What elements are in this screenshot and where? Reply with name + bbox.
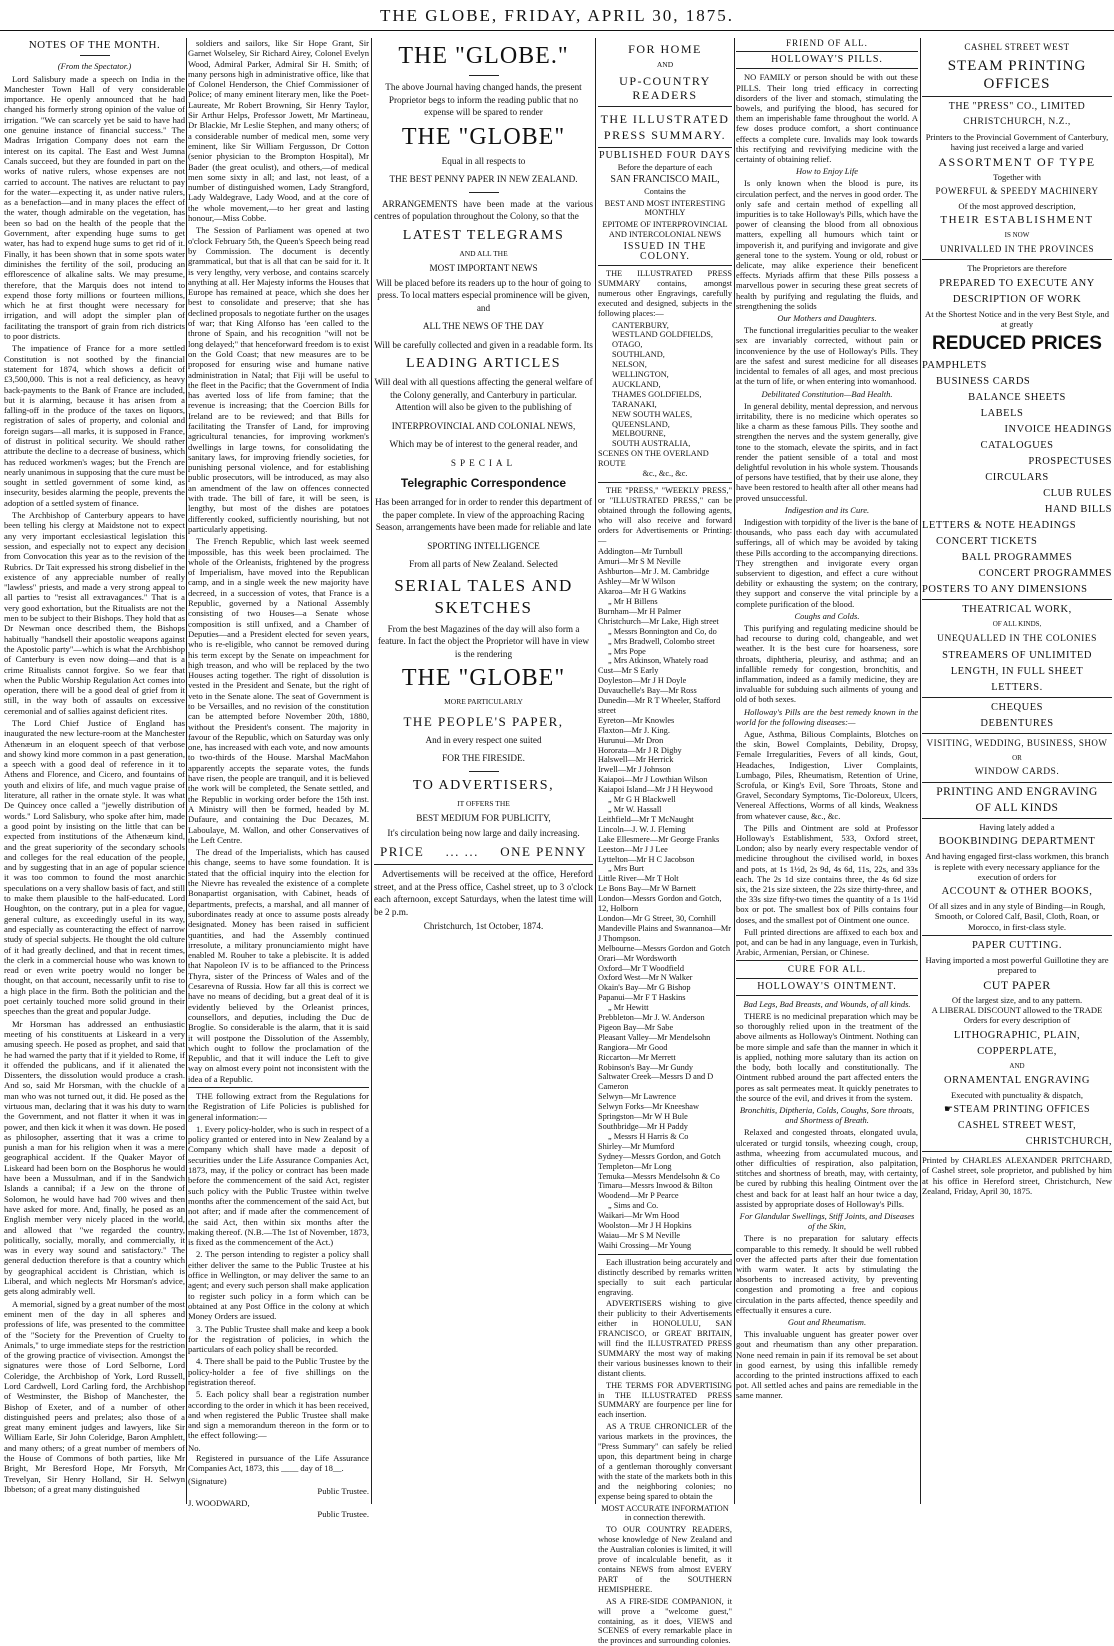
agent-entry: Waihi Crossing—Mr Young	[598, 1240, 692, 1250]
divider	[922, 935, 1112, 936]
agent-entry: Templeton—Mr Long	[598, 1161, 672, 1171]
column-divider	[186, 38, 187, 1504]
agent-entry: Oxford West—Mr N Walker	[598, 973, 693, 983]
advert-text: Each illustration being accurately and distinctly described by remarks written specially to suit each particular engraving.	[598, 1257, 732, 1297]
place-item: AUCKLAND,	[612, 379, 661, 389]
agent-entry: Burnham—Mr H Palmer	[598, 606, 681, 616]
article-paragraph: Lord Salisbury made a speech on India in the Manchester Town Hall of very considerable importance. He openly announced that he had changed his formerly strong opinion of the value of irrigation. "We can scarcely yet be said to have had one genuine instance of financial success." The Madras Irrigation Company does not earn the interest on its capital. The East and West Jumna Canals succeed, but they are founded in part on the works of native rulers, whose expenses are not carried to account. The natives are reluctant to pay for the water—expecting it, as under native rulers, as a benefaction—and in many places the effect of the water, though admirable on the vegetation, has been so bad on the health of the people that the Government, after expending huge sums to get water, has had to expend huge sums to get rid of it. Finally, it has been shown that in some spots water diminishes the fertility of the soil, producing an efflorescence of alkaline salts. We may presume, therefore, that the Marquis does not intend to expend those forty millions or fourteen millions, which he at first thought were necessary for irrigation, and will adopt the simpler plan of facilitating the transport of grain from rich districts to poor districts.	[4, 73, 185, 342]
advert-text: AS A TRUE CHRONICLER of the various markets in the provinces, the "Press Summary" can safely be relied upon, this department being in charge of a gentleman thoroughly conversant with the state of the markets both in this and the neighboring colonies; no expense being spared to obtain the	[598, 1422, 732, 1501]
agent-entry: „ Mrs Bradwell, Colombo street	[608, 636, 715, 646]
service-item: POSTERS TO ANY DIMENSIONS	[922, 584, 1088, 596]
globe-title: THE "GLOBE"	[401, 123, 566, 150]
advert-text: WINDOW CARDS.	[974, 766, 1060, 777]
divider	[598, 106, 732, 107]
service-item: CONCERT PROGRAMMES	[978, 568, 1112, 580]
advert-text: A LIBERAL DISCOUNT allowed to the TRADE	[931, 1004, 1103, 1015]
agent-entry: Timaru—Messrs Inwood & Bilton	[598, 1181, 713, 1191]
service-item: CIRCULARS	[985, 472, 1049, 484]
agent-entry: Ashburton—Mr J. M. Cambridge	[598, 567, 710, 577]
price-line	[374, 843, 593, 860]
advert-text: SPORTING INTELLIGENCE	[427, 540, 540, 551]
service-item: HAND BILLS	[1044, 504, 1112, 516]
column-divider	[734, 38, 735, 1504]
advert-text: OF ALL KINDS,	[992, 620, 1042, 629]
advert-heading: ACCOUNT & OTHER BOOKS,	[941, 886, 1093, 898]
advert-heading	[922, 1103, 1112, 1116]
agent-entry: London—Mr G Street, 30, Cornhill	[598, 913, 716, 923]
advert-text: MOST IMPORTANT NEWS	[429, 263, 538, 273]
agent-entry: „ Messrs Bonnington and Co, do	[608, 626, 717, 636]
agents-list	[598, 547, 732, 1250]
advert-text: CURE FOR ALL.	[787, 964, 867, 975]
place-item: QUEENSLAND,	[612, 419, 670, 429]
advert-heading: LEADING ARTICLES	[406, 356, 561, 371]
advert-text: THE "PRESS" CO., LIMITED	[948, 101, 1086, 112]
advert-text: LETTERS.	[991, 681, 1043, 693]
agent-entry: Christchurch—Mr Lake, High street	[598, 616, 719, 626]
advert-text: The Pills and Ointment are sold at Professor Holloway's Establishment, 533, Oxford street, London; also by nearly every respectable vendor of medicine throughout the civilised world, in boxes and pots, at 1s 1½d, 2s 9d, 4s 6d, 11s, 22s, and 33s each. The 2s 1d size contains three, the 4s 6d size six, the 21s size sixteen, the 22s size thirty-three, and the 33s size fifty-two times the quantity of a 1s 1½d box or pot. The smallest box of Pills contains four doses, and the smallest pot of Ointment one ounce.	[736, 822, 918, 925]
article-paragraph: The impatience of France for a more settled Constitution is not soothed by the financial statement for 1874, which shows a deficit of £3,500,000. This is not a real deficiency, as heavy back-payments to the Bank of France are included, but it is alarming, because it has arisen from a falling-off in the produce of the taxes on liquors, registration of sales of property, and colonial and foreign sugars—all marks, it is supposed in France, of distrust in political security. We should rather attribute the decline to a decrease of business, which has reduced workmen's wages; but the French are nearly unanimous in supposing that the cure must be sought in settled government of some kind, as insecurity, besides alarming the people, prevents the adoption of a settled system of finance.	[4, 343, 185, 508]
service-item: CONCERT TICKETS	[936, 536, 1038, 548]
service-item: BALL PROGRAMMES	[961, 552, 1073, 564]
agent-entry: „ Mr H Billens	[608, 596, 658, 606]
agent-entry: „ Messrs H Harris & Co	[608, 1131, 689, 1141]
agent-entry: Ashley—Mr W Wilson	[598, 577, 676, 587]
advert-text: The functional irregularities peculiar to the weaker sex are invariably corrected, without pain or inconvenience by the use of Holloway's Pills. They are the safest and surest medicine for all diseases incidental to females of all ages, and most precious at the turn of life, or when entering into womanhood.	[736, 325, 918, 387]
advert-text: ALL THE NEWS OF THE DAY	[422, 321, 545, 331]
column-divider	[595, 38, 596, 1504]
advert-text: Orders for every description of	[963, 1015, 1071, 1026]
advert-text: PUBLISHED FOUR DAYS	[599, 149, 731, 161]
trustee-intro: THE following extract from the Regulations for the Registration of Life Policies is published for general information:—	[188, 1090, 369, 1122]
agent-entry: „ Mrs Atkinson, Whately road	[608, 656, 709, 666]
service-item: CLUB RULES	[1043, 488, 1112, 500]
subheading: Gout and Rheumatism.	[787, 1316, 867, 1327]
price-dots: ... ...	[445, 844, 479, 859]
advert-text: Printers to the Provincial Government of Canterbury, having just received a large and varied	[925, 132, 1109, 153]
agent-entry: Amuri—Mr S M Neville	[598, 557, 681, 567]
advert-text: Having lately added a	[979, 821, 1055, 832]
divider	[922, 697, 1112, 698]
article-paragraph: The Lord Chief Justice of England has inaugurated the new lecture-room at the Manchester Athenæum in an eloquent speech of that verbose and showy kind more common in a past generation, a speech with a good deal of reference in it to Athens and Florence, and Cicero, and fountains of youth and elixirs of life, and much vague praise of literature, all rather in the ornate style. It was what De Quincey once called a "jewelly distribution of words." Lord Salisbury, who spoke after him, made a good point by insisting on the little that can be expected from institutions of the Athenæum kind, and the great superiority of the secondary schools and colleges for the real education of the people, and by suggesting that in an age of popular science it was too common to found the most anarchic speculations on a very shallow basis of fact, and still to make them plausible to the half-educated. Lord Houghton, on the contrary, put in a plea for vague, general culture, as exceedingly useful in its way, and especially as counteracting the effect of narrow study of special subjects. He thought the old culture of it had greatly declined, and that in recent times, the clerk in a commercial house who was known to read or even write poetry would no longer be thought, on that account, necessarily unfit to rise to a high place in the firm. Both the politician and the poet certainly touched more solid ground in their speeches than the great and popular Judge.	[4, 718, 185, 1017]
advert-text: MORE PARTICULARLY	[444, 697, 523, 706]
advert-heading: CUT PAPER	[983, 977, 1051, 992]
place-item: THAMES GOLDFIELDS,	[612, 389, 702, 399]
agent-entry: Southbridge—Mr H Paddy	[598, 1122, 688, 1131]
advert-text: And having engaged first-class workmen, this branch is replete with every necessary appliance for the execution of orders for	[925, 851, 1109, 882]
advert-text: LENGTH, IN FULL SHEET	[950, 665, 1084, 677]
advert-heading: TO ADVERTISERS,	[412, 777, 555, 793]
advert-text: The Proprietors are therefore	[967, 263, 1067, 274]
advert-heading: THE ILLUSTRATED PRESS SUMMARY.	[600, 111, 730, 142]
trustee-item: 3. The Public Trustee shall make and keep a book for the registration of policies, in which the particulars of each policy shall be recorded.	[188, 1323, 369, 1355]
column-notes-continued	[188, 38, 369, 1519]
agent-entry: Eyreton—Mr Knowles	[598, 715, 675, 725]
column-holloway	[736, 38, 918, 1504]
advert-heading: STEAM PRINTING OFFICES	[947, 58, 1087, 92]
agent-entry: Woolston—Mr J H Hopkins	[598, 1221, 692, 1231]
section-heading: NOTES OF THE MONTH.	[28, 39, 161, 51]
divider	[922, 733, 1112, 734]
advert-text: CHEQUES	[991, 701, 1043, 713]
agent-entry: London—Messrs Gordon and Gotch, 12, Holborn	[598, 894, 722, 914]
agent-entry: Kaiapoi Island—Mr J H Heywood	[598, 785, 713, 795]
advert-text: Of the most approved description,	[958, 200, 1076, 211]
advert-text: The above Journal having changed hands, the present Proprietor begs to inform the reading public that no expense will be spared to render	[385, 82, 582, 117]
advert-heading: ASSORTMENT OF TYPE	[938, 154, 1096, 169]
agent-entry: „ Mr Hewitt	[608, 1003, 649, 1013]
advert-text: UNRIVALLED IN THE PROVINCES	[940, 244, 1094, 255]
advert-text: Has been arranged for in order to render this department of the paper complete. In view of the approaching Racing Season, arrangements have been made for reliable and late	[375, 497, 592, 532]
agent-entry: Woodend—Mr P Pearce	[598, 1191, 679, 1201]
article-paragraph: soldiers and sailors, like Sir Hope Grant, Sir Garnet Wolseley, Sir Richard Airey, Colonel Evelyn Wood, Admiral Parker, Admiral Sir H. Smith; of many persons high in administrative office, like that of Colonel Henderson, the Chief Commissioner of Police; of many eminent literary men, like the Poet-Laureate, Mr Robert Browning, Sir Henry Taylor, Sir Arthur Helps, Professor Jowett, Mr Martineau, Dr Blackie, Mr Leslie Stephen, and many others; of a considerable number of medical men, some very eminent, like Sir William Fergusson, Dr Cotton (senior physician to the Brompton Hospital), Mr Bader (the great oculist), and others,—of medical men some sixty in all; and last, not least, of a number of distinguished women, Lady Strangford, Lady Waldegrave, Lady Wood, and at the core of the whole movement,—to her great and lasting honour,—Miss Cobbe.	[188, 38, 369, 224]
divider	[736, 978, 918, 979]
agent-entry: Halswell—Mr Herrick	[598, 755, 674, 765]
advert-text: STREAMERS OF UNLIMITED	[942, 649, 1092, 661]
advert-text: DESCRIPTION OF WORK	[952, 293, 1082, 305]
advert-text: &c., &c., &c.	[642, 469, 688, 479]
advert-text: VISITING, WEDDING, BUSINESS, SHOW	[926, 737, 1108, 748]
advert-text: Having imported a most powerful Guillotine they are prepared to	[925, 955, 1109, 976]
advert-text: EPITOME OF INTERPROVINCIAL AND INTERCOLONIAL NEWS	[602, 220, 728, 240]
advert-text: Is only known when the blood is pure, its circulation perfect, and the nerves in good order. The only safe and certain method of expelling all impurities is to take Holloway's Pills, which have the power of cleansing the blood from all obnoxious matters, expelling all humours which taint or impoverish it, and purifying and invigorate and give general tone to the system. Young or old, robust or delicate, may alike experience their beneficent effects. Myriads affirm that these Pills possess a marvellous power in securing these great secrets of health by purifying and regulating the fluids, and strengthening the solids	[736, 178, 918, 311]
subheading: Indigestion and its Cure.	[784, 504, 870, 515]
agent-entry: „ Mr W. Hassall	[608, 805, 662, 814]
advert-heading: COPPERPLATE,	[977, 1045, 1057, 1057]
divider	[736, 995, 918, 996]
agent-entry: Papanui—Mr F T Haskins	[598, 993, 686, 1003]
agent-entry: Rangiora—Mr Good	[598, 1042, 668, 1052]
agent-entry: Temuka—Messrs Mendelsohn & Co	[598, 1171, 720, 1181]
advert-text: Contains the	[644, 186, 686, 196]
service-item: CATALOGUES	[980, 440, 1054, 452]
agent-entry: Leithfield—Mr T McNaught	[598, 814, 694, 824]
advert-heading: UP-COUNTRY READERS	[619, 73, 711, 102]
article-paragraph: The French Republic, which last week seemed impossible, has this week been proclaimed. The whole of the Orleanists, frightened by the progress of Imperialism, have moved into the Republican camp, and in a single week the new majority have decreed, in a succession of votes, that France is a Republic, governed by a National Assembly consisting of two Houses—a Senate whose composition is still unfixed, and a Chamber of Deputies—and a President elected for seven years, who is re-eligible, who cannot be removed during his term except by the Senate on impeachment for high treason, and who will be replaced by the two Houses acting together. The right of dissolution is vested in the President and Senate, but the right of veto in the Senate alone. The seat of Government is to be Versailles, and no revision of the constitution can be attempted before November 20th, 1880, without the President's consent. The majority in favour of the Republic, which on Saturday was only one, has increased with each vote, and now amounts to two-thirds of the House. Marshal MacMahon apparently accepts the separate votes, the funds have risen, the people are tranquil, and it is believed the work will be completed, the Senate settled, and the Republic in working order before the 15th inst. A Ministry will then be formed, headed by M. Dufaure, and containing the Duc Decazes, M. Laboulaye, M. Wallon, and other Conservatives of the Left Centre.	[188, 536, 369, 845]
agent-entry: Selwyn—Mr Lawrence	[598, 1092, 677, 1102]
agent-entry: Orari—Mr Wordsworth	[598, 953, 677, 963]
service-item: BALANCE SHEETS	[968, 392, 1066, 404]
signatory-name: J. WOODWARD,	[188, 1498, 250, 1509]
printer-imprint: Printed by CHARLES ALEXANDER PRITCHARD, of Cashel street, sole proprietor, and published by him at his office in Hereford street, Christchurch, New Zealand, Friday, April 30, 1875.	[922, 1155, 1112, 1197]
advert-text: NO FAMILY or person should be with out these PILLS. Their long tried efficacy in correcting disorders of the liver and stomach, stimulating the bowels, and purifying the blood, has secured for them an imperishable fame throughout the world. A few doses produce comfort, a short continuance effects a complete cure. Invalids may look towards this rectifying and revivifying medicine with the certainty of obtaining relief.	[736, 72, 918, 165]
advert-heading: FOR HOME	[628, 42, 702, 56]
place-item: TARANAKI,	[612, 399, 657, 409]
trustee-item: 5. Each policy shall bear a registration number according to the order in which it has been received, and when registered the Public Trustee shall make and sign a memorandum thereon in the form or to the effect following:—	[188, 1389, 369, 1441]
subheading: Coughs and Colds.	[794, 610, 860, 621]
divider	[188, 1087, 369, 1088]
column-divider	[371, 38, 372, 1504]
advert-text: Will be placed before its readers up to the hour of going to press. To local matters especial prominence will be given, and	[376, 277, 591, 313]
advert-text: And in every respect one suited	[425, 734, 542, 745]
advert-text: CASHEL STREET WEST	[964, 42, 1070, 52]
advert-text: IT OFFERS THE	[457, 798, 510, 808]
agent-entry: Lyttelton—Mr H C Jacobson	[598, 854, 695, 864]
column-divider	[920, 38, 921, 1504]
agent-entry: Okain's Bay—Mr G Bishop	[598, 983, 691, 993]
subheading: How to Enjoy Life	[795, 166, 859, 177]
subheading: For Glandular Swellings, Stiff Joints, and Diseases of the Skin,	[739, 1210, 915, 1232]
steam-printing-offices-label: STEAM PRINTING OFFICES	[953, 1104, 1091, 1116]
advert-text: SPECIAL	[450, 457, 517, 468]
place-item: NEW SOUTH WALES,	[612, 409, 693, 419]
advert-text: TO OUR COUNTRY READERS, whose knowledge of New Zealand and the Australian colonies is limited, it will prove of incalculable benefit, as it contains NEWS from almost EVERY PART of the SOUTHERN HEMISPHERE.	[598, 1525, 732, 1594]
advert-heading: ORNAMENTAL ENGRAVING	[944, 1074, 1090, 1086]
divider	[922, 96, 1112, 97]
advert-text: It's circulation being now large and daily increasing.	[387, 827, 580, 838]
advert-text: AND ALL THE	[459, 248, 508, 258]
agent-entry: Pigeon Bay—Mr Sabe	[598, 1022, 674, 1032]
place-item: WELLINGTON,	[612, 370, 669, 380]
divider	[598, 147, 732, 148]
advert-text: Of all sizes and in any style of Binding—in Rough, Smooth, or Colored Calf, Basil, Cloth, Roan, or Morocco, in first-class style.	[928, 901, 1106, 932]
advert-text: Indigestion with torpidity of the liver is the bane of thousands, who pass each day with accumulated sufferings, all of which may be avoided by taking these Pills according to the accompanying directions. They strengthen and invigorate every organ subservient to digestion, and effect a cure without debility or exhausting the system; on the contrary, they support and conserve the vital principle by a complete purification of the blood.	[736, 516, 918, 609]
divider	[736, 960, 918, 961]
service-item: BUSINESS CARDS	[936, 376, 1031, 388]
article-paragraph: A memorial, signed by a great number of the most eminent men of the day in all spheres and professions of life, was presented to the committee of the "Society for the Prevention of Cruelty to Animals," to urge immediate steps for the restriction of the growing practice of vivisection. Amongst the signatures were those of Lord Selborne, Lord Coleridge, the Archbishop of York, Lord Russell, Lord Cardwell, Lord Carling ford, the Archbishop of Westminster, the Bishop of Manchester, the Bishop of Exeter, and of a number of other distinguished peers and prelates; also those of a great many eminent judges and lawyers, like Sir William Earle, Sir John Coleridge, Baron Amphlett, and many others; of a great number of members of the House of Commons of both parties, like Mr Bright, Mr Beresford Hope, Mr Forsyth, Mr Trevelyan, Sir Henry Holland, Sir H. Selwyn Ibbetson; of a great many distinguished	[4, 1298, 185, 1494]
agent-entry: Hurunui—Mr Dron	[598, 735, 664, 745]
divider	[374, 864, 593, 865]
divider	[922, 599, 1112, 600]
advert-text: AS A FIRE-SIDE COMPANION, it will prove a "welcome guest," containing, as it does, VIEWS and SCENES of every remarkable place in the provinces and surrounding colonies.	[598, 1596, 732, 1646]
advert-heading: Telegraphic Correspondence	[400, 476, 567, 490]
article-paragraph: The dread of the Imperialists, which has caused this change, seems to have some foundation. It is stated that the official inquiry into the election for the Nievre has revealed the existence of a complete Bonapartist organisation, with Cabinet, heads of departments, prefects, a marshal, and all manner of subordinates ready at once to assume posts already designated. Money has been raised in sufficient quantities, and had the Assembly continued irresolute, a military pronunciamiento might have enabled M. Rouher to take a plebiscite. It is added that Napoleon IV is to be affianced to the Princess Thyra, sister of the Princess of Wales and of the Cesarevna of Russia. How far all this is correct we have no means of deciding, but a great deal of it is evidently believed by the Orleanist princes, counsellors, and deputies, including the Duc de Broglie. So considerable is the alarm, that it is said it will postpone the Dissolution of the Assembly, which ought to follow the proclamation of the Republic, and that it will induce the Left to give way on almost every point not inconsistent with the idea of a Republic.	[188, 847, 369, 1084]
advert-text: THERE is no medicinal preparation which may be so thoroughly relied upon in the treatment of the above ailments as Holloway's Ointment. Nothing can be more simple and safe than the manner in which it is applied, nothing more salutary than its action on the body, both locally and constitutionally. The Ointment rubbed around the part affected enters the pores as salt permeates meat. It quickly penetrates to the source of the evil, and drives it from the system.	[736, 1011, 918, 1103]
service-item: LETTERS & NOTE HEADINGS	[922, 520, 1077, 532]
subheading: Debilitated Constitution—Bad Health.	[761, 388, 893, 399]
place-item: SOUTHLAND,	[612, 350, 665, 360]
agent-entry: Little River—Mr T Holt	[598, 874, 679, 884]
advert-text: OR	[1012, 753, 1022, 762]
place-item: WESTLAND GOLDFIELDS,	[612, 330, 713, 340]
price-value: ONE PENNY	[500, 844, 587, 859]
advert-text: Before the departure of each	[617, 162, 713, 172]
advert-heading: CASHEL STREET WEST,	[957, 1120, 1077, 1132]
agent-entry: Flaxton—Mr J. King.	[598, 725, 670, 735]
column-globe-advert	[374, 38, 593, 1504]
divider	[598, 265, 732, 266]
advert-text: ADVERTISERS wishing to give their publicity to their Advertisements either in HONOLULU, SAN FRANCISCO, or GREAT BRITAIN, will find the ILLUSTRATED PRESS SUMMARY the most way of making their various businesses known to their distant clients.	[598, 1299, 732, 1378]
advert-text: FRIEND OF ALL.	[786, 38, 868, 48]
form-text: Registered in pursuance of the Life Assurance Companies Act, 1873, this ____ day of 18__.	[188, 1453, 369, 1474]
advert-heading: LATEST TELEGRAMS	[402, 227, 565, 243]
agent-entry: „ Mrs Pope	[608, 646, 646, 656]
price-label: PRICE	[380, 844, 425, 859]
form-title: Public Trustee.	[317, 1485, 369, 1496]
column-press-summary	[598, 38, 732, 1646]
agent-entry: „ Mrs Burt	[608, 864, 644, 874]
agent-entry: Robinson's Bay—Mr Gundy	[598, 1062, 694, 1072]
advert-text: Together with	[993, 171, 1041, 182]
divider	[922, 782, 1112, 783]
advert-text: There is no preparation for salutary effects comparable to this remedy. It should be well rubbed over the affected parts after their due fomentation with warm water. It acts by stimulating the absorbents to increased activity, by preventing congestion and promoting a free and copious circulation in the parts affected, thence speedily and effectually it ensures a cure.	[736, 1233, 918, 1315]
advert-text: THE TERMS FOR ADVERTISING in THE ILLUSTRATED PRESS SUMMARY are fourpence per line for each insertion.	[598, 1380, 732, 1420]
subheading: Our Mothers and Daughters.	[777, 313, 877, 324]
agent-entry: Waiau—Mr S M Neville	[598, 1230, 681, 1240]
advert-text: At the Shortest Notice and in the very Best Style, and at greatly	[924, 308, 1109, 330]
advert-text: UNEQUALLED IN THE COLONIES	[937, 633, 1097, 644]
advert-text: THE "PRESS," "WEEKLY PRESS," or "ILLUSTRATED PRESS," can be obtained through the following agents, who will also receive and forward orders for Advertisements or Printing:—	[598, 486, 732, 545]
agent-entry: Melbourne—Messrs Gordon and Gotch	[598, 943, 731, 953]
agent-entry: Leeston—Mr J J Lee	[598, 844, 668, 854]
divider	[736, 51, 918, 52]
place-item: SOUTH AUSTRALIA,	[612, 439, 691, 449]
globe-title: THE "GLOBE"	[401, 665, 566, 691]
agent-entry: Addington—Mr Turnbull	[598, 547, 683, 557]
subheading: Bronchitis, Diptheria, Colds, Coughs, Sore throats, and Shortness of Breath.	[739, 1104, 915, 1126]
agent-entry: Irwell—Mr J Johnson	[598, 765, 671, 775]
agent-entry: Sydney—Messrs Gordon, and Gotch	[598, 1151, 721, 1161]
advert-text: From all parts of New Zealand. Selected	[409, 559, 558, 569]
agent-entry: Lincoln—J. W. J. Fleming	[598, 824, 686, 834]
subheading: Holloway's Pills are the best remedy known in the world for the following diseases:—	[736, 706, 918, 727]
article-paragraph: The Session of Parliament was opened at two o'clock February 5th, the Queen's Speech being read by Commission. The document is decently grammatical, but that is all that can be said for it. It is very lengthy, very verbose, and contains scarcely anything at all. Her Majesty informs the Houses that Europe has remained at peace, which she does her best to consolidate and preserve; that she has declined proposals to negotiate further on the usages of war; that King Alfonso has 'een called to the throne of Spain, and his recognition "will not be long delayed;" that henceforward freedom is to exist on the Gold Coast; that new measures are to be proposed for ensuring wise and humane native administration in Natal; that Fiji will be useful to the fleet in the Pacific; that the Government of India has averted loss of life from famine; that the revenue is increasing; that the Coercion Bills for Ireland are to be reviewed; and that Bills for facilitating the Transfer of Land, for improving agricultural tenancies, for improving workmen's dwellings in large towns, for consolidating the sanitary laws, for improving friendly societies, for punishing personal violence, and for establishing public prosecutors, will be introduced, as may also an amendment of the law on offences connected with trade. The bill of fare, it will be seen, is lengthy, but most of the dishes are potatoes differently cooked, sufficiently nourishing, but not particularly appetising.	[188, 225, 369, 534]
agent-entry: Hororata—Mr J R Digby	[598, 745, 682, 755]
hand-pointer-icon: ☛	[943, 1104, 954, 1116]
advert-text: INTERPROVINCIAL AND COLONIAL NEWS,	[391, 420, 576, 431]
agent-entry: Oxford—Mr T Woodfield	[598, 963, 684, 973]
advert-text: AND	[656, 60, 674, 69]
place-item: NELSON,	[612, 360, 647, 370]
advert-text: AND	[1009, 1061, 1025, 1070]
service-item: INVOICE HEADINGS	[1004, 424, 1112, 436]
divider	[469, 771, 499, 772]
article-paragraph: The Archbishop of Canterbury appears to have been telling his clergy at Maidstone not to expect any very important ecclesiastical legislation this session, and especially not to expect any decision from Convocation this year as to the revision of the Rubrics. Dr Tait expressed his strong disbelief in the existence of any appreciable number of really "lawless" priests, and made a very strong appeal to all parties to "resist all extravagances." That is a very good exhortation, but the Ritualists are not the men to be subject to their Bishops. They hold that as Dr Newman once described them, the Bishops habitually "handsell their apostolic weapons against the Apostolic party"—which is what the Archbishop of Canterbury is even now doing—and that is a crime Ritualists cannot forgive. So we fear that when the Public Worship Regulation Act comes into operation, there will be a good deal of grief from it still, in the way both of assaults on excessive ceremonial and of sallies against deficient rites.	[4, 510, 185, 716]
column-printing-offices	[922, 38, 1112, 1504]
divider	[598, 1254, 732, 1255]
form-number: No.	[188, 1442, 201, 1453]
advert-text: IS NOW	[1004, 231, 1030, 240]
advert-text: POWERFUL & SPEEDY MACHINERY	[935, 185, 1099, 196]
advert-text: CHRISTCHURCH, N.Z.,	[963, 117, 1071, 127]
advert-heading: THE PEOPLE'S PAPER,	[403, 713, 564, 729]
advert-text: Of the largest size, and to any pattern.	[951, 994, 1083, 1005]
advert-heading: HOLLOWAY'S OINTMENT.	[757, 980, 897, 992]
advert-text: ISSUED IN THE COLONY.	[623, 241, 707, 263]
advert-text: SCENES ON THE OVERLAND ROUTE	[598, 449, 709, 469]
advert-text: This purifying and regulating medicine should be had recourse to during cold, changeable, and wet weather. It is the best cure for hoarseness, sore throats, diphtheria, pleurisy, and asthma; and an infallible remedy for congestion, bronchitis, and inflammation, indeed as a family medicine, they are invaluable for subduing such ailments of young and old of both sexes.	[736, 622, 918, 705]
agent-entry: Selwyn Forks—Mr Kneeshaw	[598, 1102, 699, 1112]
agent-entry: Dunedin—Mr R T Wheeler, Stafford street	[598, 696, 721, 715]
advert-text: This invaluable unguent has greater power over gout and rheumatism than any other preparation. None need remain in pain if its removal be set about in good earnest, by using this infallible remedy according to the printed instructions affixed to each pot. All settled aches and pains are remediable in the same manner.	[736, 1329, 918, 1401]
agent-entry: Akaroa—Mr H G Watkins	[598, 587, 686, 597]
signatory-title: Public Trustee.	[317, 1508, 369, 1519]
place-item: OTAGO,	[612, 340, 643, 350]
advert-heading: THEIR ESTABLISHMENT	[940, 214, 1094, 227]
agent-entry: Duvauchelle's Bay—Mr Ross	[598, 686, 697, 696]
advert-text: Advertisements will be received at the office, Hereford street, and at the Press office, Cashel street, up to 3 o'clock each afternoon, except Saturdays, when the latest time will be 2 p.m.	[374, 869, 593, 917]
advert-text: Equal in all respects to	[441, 155, 526, 166]
divider	[469, 192, 499, 193]
advert-text: MOST ACCURATE INFORMATION in connection therewith.	[601, 1503, 729, 1523]
advert-text: BEST MEDIUM FOR PUBLICITY,	[416, 813, 551, 823]
divider	[80, 55, 110, 56]
trustee-item: 1. Every policy-holder, who is such in respect of a policy granted or entered into in New Zealand by a Company which shall have made a deposit of securities under the Life Assurance Companies Act, 1873, may, if the policy or contract has been made before the commencement of the said Act, register such policy with the Public Trustee within twelve months after the commencement of the said Act, but not after; and if made after the commencement of the said Act, then within six months after the making thereof. (N.B.—The 1st of November, 1873, is fixed as the commencement of the Act.)	[188, 1123, 369, 1248]
advert-text: Full printed directions are affixed to each box and pot, and can be had in any language, even in Turkish, Arabic, Armenian, Persian, or Chinese.	[736, 926, 918, 958]
column-notes-of-month	[4, 38, 185, 1504]
advert-heading: BOOKBINDING DEPARTMENT	[938, 836, 1096, 848]
agent-entry: Springston—Mr W H Bule	[598, 1112, 688, 1122]
agent-entry: Waikari—Mr Wm Hood	[598, 1211, 680, 1221]
advert-heading: HOLLOWAY'S PILLS.	[771, 54, 883, 66]
advert-text: Relaxed and congested throats, elongated uvula, ulcerated or turgid tonsils, wheezing cough, croup, asthma, wheezing from accumulated mucous, and other difficulties of respiration, also palpitation, stitches and shortness of breath, may, with certainty, be cured by rubbing this healing Ointment over the chest and back for at least half an hour twice a day, assisted by appropriate doses of Holloway's Pills.	[736, 1127, 918, 1209]
article-paragraph: Mr Horsman has addressed an enthusiastic meeting of his constituents at Liskeard in a very amusing speech. He posed as prophet, and said that he had warned the party that if it yielded to Rome, if it offended the publicans, and if it alienated the Dissenters, the dissolution would produce a crash. And so, said Mr Horsman, with the chuckle of a man who was not turned out, it did. He posed as the virtuous man, declaring that it was his duty to warn the Government, and not flatter it when it was in power, and then kick it when it was down. He posed as philosopher, asserting that it was a crime to punish a man for his religion when it was a mere geographical accident. If the Quaker Mayor of Liskeard had been born on the Bosphorus he would have been a Mussulman, and if in the Sandwich Islands a cannibal; if a Jew on the throne of Solomon, he would have had 700 wives and then have asked for more. And, finally, he posed as an English member very nicely placed in the world, and allowed that "we regarded the country, politically, socially, morally, and commercially, it was in every way sound and satisfactory." The general deduction therefore is that a country which by geographical accident is Christian, which is Liberal, and which neglects Mr Horsman's advice, gets along admirably well.	[4, 1018, 185, 1297]
advert-text: ARRANGEMENTS have been made at the various centres of population throughout the Colony, so that the	[374, 198, 593, 221]
advert-text: Executed with punctuality & dispatch,	[951, 1089, 1083, 1100]
dateline: Christchurch, 1st October, 1874.	[423, 921, 544, 931]
agent-entry: Le Bons Bay—Mr W Barnett	[598, 884, 696, 894]
service-item: PAMPHLETS	[922, 360, 987, 372]
advert-heading: CHRISTCHURCH,	[1025, 1136, 1112, 1148]
service-item: PROSPECTUSES	[1028, 456, 1112, 468]
agent-entry: Riccarton—Mr Merrett	[598, 1052, 676, 1062]
advert-heading: SERIAL TALES AND SKETCHES	[394, 575, 573, 617]
subheading: Bad Legs, Bad Breasts, and Wounds, of all kinds.	[743, 998, 911, 1009]
agent-entry: Doyleston—Mr J H Doyle	[598, 676, 687, 686]
divider	[922, 1151, 1112, 1152]
agent-entry: Saltwater Creek—Messrs D and D Cameron	[598, 1072, 714, 1092]
agent-entry: Cust—Mr S Early	[598, 666, 659, 676]
agent-entry: Prebbleton—Mr J. W. Anderson	[598, 1013, 705, 1023]
agent-entry: Lake Ellesmere—Mr George Franks	[598, 834, 720, 844]
advert-text: DEBENTURES	[980, 717, 1054, 729]
advert-text: Will deal with all questions affecting the general welfare of the Colony generally, and Canterbury in particular. Attention will also be given to the publishing of	[374, 377, 593, 412]
agent-entry: Pleasant Valley—Mr Mendelsohn	[598, 1032, 711, 1042]
agent-entry: Kaiapoi—Mr J Lowthian Wilson	[598, 775, 708, 785]
advert-text: Which may be of interest to the general reader, and	[389, 439, 578, 449]
service-item: LABELS	[980, 408, 1024, 420]
globe-title: THE "GLOBE."	[398, 43, 569, 69]
advert-text: Will be carefully collected and given in a readable form. Its	[374, 339, 593, 350]
advert-heading: OF ALL KINDS	[975, 801, 1059, 814]
agent-entry: „ Mr G H Blackwell	[608, 795, 676, 805]
divider	[922, 259, 1112, 260]
trustee-item: 4. There shall be paid to the Public Trustee by the policy-holder a fee of five shillings on the registration thereof.	[188, 1356, 369, 1387]
reduced-prices-heading: REDUCED PRICES	[932, 333, 1102, 355]
advert-text: In general debility, mental depression, and nervous irritability, there is no medicine which operates so like a charm as these famous Pills. They soothe and strengthen the nerves and the system generally, give tone to the stomach, elevate the spirits, and in fact render the patient sensible of a total and most delightful revolution in his whole system. Thousands of persons have testified, that by their use alone, they have been restored to health after all other means had proved unsuccessful.	[736, 400, 918, 503]
advert-text: BEST AND MOST INTERESTING MONTHLY	[604, 198, 726, 218]
agent-entry: Shirley—Mr Mumford	[598, 1141, 675, 1151]
place-item: MELBOURNE,	[612, 429, 666, 439]
masthead-rule	[0, 30, 1114, 31]
divider	[736, 68, 918, 69]
agent-entry: „ Sims and Co.	[608, 1201, 659, 1211]
advert-text: THE ILLUSTRATED PRESS SUMMARY contains, amongst numerous other Engravings, carefully executed and designed, subjects in the following places:—	[598, 268, 732, 318]
agent-entry: Mandeville Plains and Swannanoa—Mr J Thompson.	[598, 923, 731, 943]
advert-text: PREPARED TO EXECUTE ANY	[939, 277, 1095, 289]
advert-text: THE BEST PENNY PAPER IN NEW ZEALAND.	[389, 174, 578, 184]
advert-heading: PRINTING AND ENGRAVING	[936, 785, 1098, 798]
divider	[922, 818, 1112, 819]
advert-text: SAN FRANCISCO MAIL,	[610, 173, 720, 185]
source-line: (From the Spectator.)	[57, 61, 132, 72]
advert-text: FOR THE FIRESIDE.	[442, 753, 525, 763]
form-signature: (Signature)	[188, 1475, 227, 1486]
divider	[469, 75, 499, 76]
advert-text: THEATRICAL WORK,	[962, 604, 1072, 616]
advert-text: Ague, Asthma, Bilious Complaints, Blotches on the skin, Bowel Complaints, Debility, Dropsy, Female Irregularities, Fevers of all kinds, Gout, Headaches, Indigestion, Liver Complaints, Lumbago, Piles, Rheumatism, Retention of Urine, Scrofula, or King's Evil, Sore Throats, Stone and Gravel, Secondary Symptoms, Tic-Doloreux, Ulcers, Venereal Affections, Worms of all kinds, Weakness from whatever cause, &c., &c.	[736, 729, 918, 821]
advert-heading: LITHOGRAPHIC, PLAIN,	[953, 1029, 1081, 1041]
place-item: CANTERBURY,	[612, 320, 669, 330]
advert-text: From the best Magazines of the day will also form a feature. In fact the object the Proprietor will have in view is the rendering	[378, 623, 589, 659]
trustee-item: 2. The person intending to register a policy shall either deliver the same to the Public Trustee at his office in Wellington, or may deliver the same to an agent; and every such person shall make application to register such policy in a form which can be obtained at any Post Office in the colony at which Money Orders are issued.	[188, 1249, 369, 1322]
divider	[598, 482, 732, 483]
advert-heading: PAPER CUTTING.	[971, 940, 1063, 952]
masthead: THE GLOBE, FRIDAY, APRIL 30, 1875.	[379, 6, 735, 25]
